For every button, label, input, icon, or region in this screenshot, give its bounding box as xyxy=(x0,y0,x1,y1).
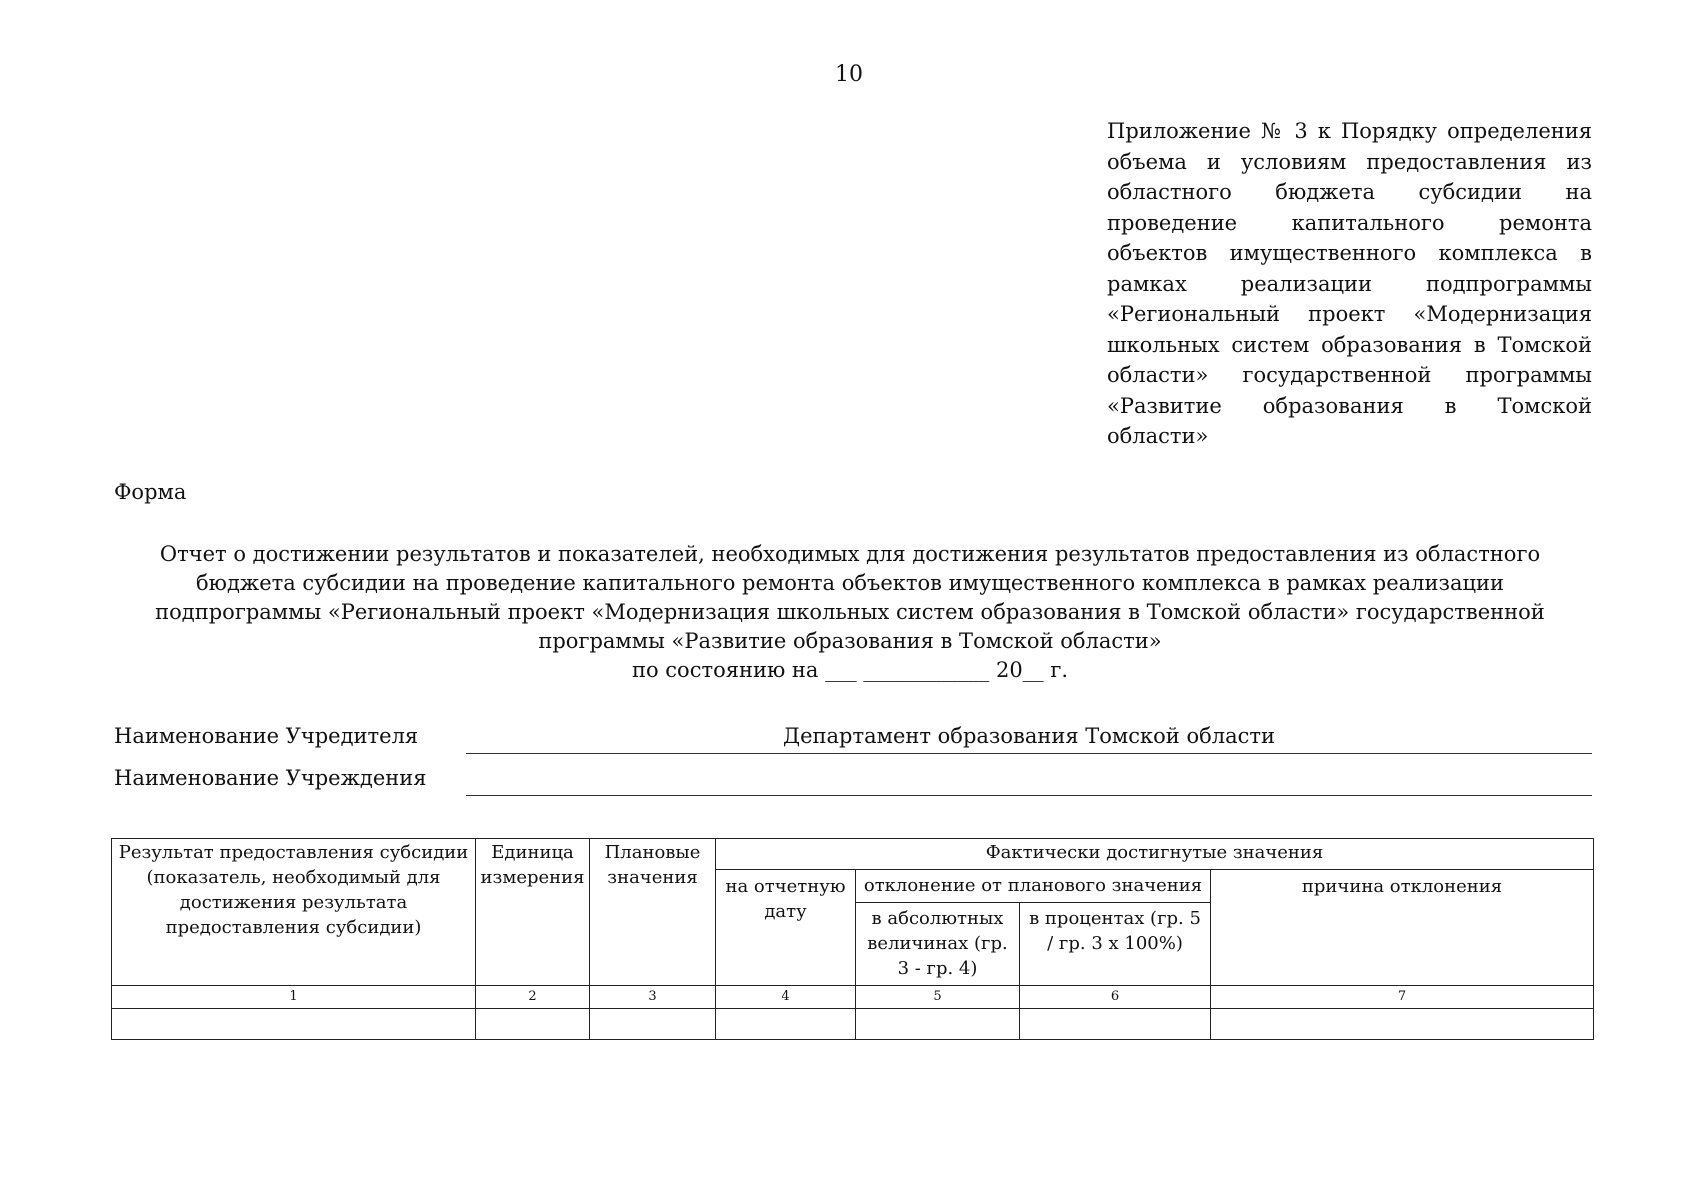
column-number: 6 xyxy=(1020,986,1211,1009)
header-actual: Фактически достигнутые значения xyxy=(716,839,1594,870)
form-label: Форма xyxy=(114,480,187,504)
founder-value[interactable]: Департамент образования Томской области xyxy=(466,720,1592,754)
header-deviation: отклонение от планового значения xyxy=(856,870,1211,903)
column-number: 7 xyxy=(1211,986,1594,1009)
header-planned: Плановые значения xyxy=(590,839,716,986)
column-number-row xyxy=(112,986,1594,1009)
table-cell[interactable] xyxy=(590,1009,716,1040)
table-cell[interactable] xyxy=(1211,1009,1594,1040)
page-number: 10 xyxy=(835,62,863,87)
table-cell[interactable] xyxy=(112,1009,476,1040)
header-absolute: в абсолютных величинах (гр. 3 - гр. 4) xyxy=(856,903,1020,986)
founder-label: Наименование Учредителя xyxy=(114,724,419,748)
table-cell[interactable] xyxy=(476,1009,590,1040)
column-number: 2 xyxy=(476,986,590,1009)
institution-value[interactable] xyxy=(466,762,1592,796)
header-on-date: на отчетную дату xyxy=(716,870,856,986)
column-number: 3 xyxy=(590,986,716,1009)
table-header-row xyxy=(112,839,1594,870)
header-unit: Единица измерения xyxy=(476,839,590,986)
institution-label: Наименование Учреждения xyxy=(114,766,427,790)
appendix-note: Приложение № 3 к Порядку определения объема и условиям предоставления из областного бюджета субсидии на проведение капитального ремонта объектов имущественного комплекса в рамках реализации подпрограммы «Региональный проект «Модернизация школьных систем образования в Томской области» государственной программы «Развитие образования в Томской области» xyxy=(1107,119,1592,448)
founder-field xyxy=(114,720,1592,754)
table-cell[interactable] xyxy=(716,1009,856,1040)
header-percent: в процентах (гр. 5 / гр. 3 х 100%) xyxy=(1020,903,1211,986)
header-result: Результат предоставления субсидии (показатель, необходимый для достижения результата предоставления субсидии) xyxy=(112,839,476,986)
table-cell[interactable] xyxy=(1020,1009,1211,1040)
table-cell[interactable] xyxy=(856,1009,1020,1040)
report-title-line: Отчет о достижении результатов и показателей, необходимых для достижения результатов предоставления из областного xyxy=(159,542,1541,566)
results-table xyxy=(111,838,1594,1040)
table-row xyxy=(112,1009,1594,1040)
report-title-line: подпрограммы «Региональный проект «Модернизация школьных систем образования в Томской области» государственной xyxy=(155,600,1545,624)
column-number: 5 xyxy=(856,986,1020,1009)
column-number: 1 xyxy=(112,986,476,1009)
institution-field xyxy=(114,762,1592,796)
column-number: 4 xyxy=(716,986,856,1009)
report-date-line: по состоянию на ___ ____________ 20__ г. xyxy=(631,658,1069,682)
report-title-line: бюджета субсидии на проведение капитального ремонта объектов имущественного комплекса в рамках реализации xyxy=(196,571,1504,595)
report-title xyxy=(130,540,1570,685)
report-title-line: программы «Развитие образования в Томской области» xyxy=(538,629,1162,653)
header-reason: причина отклонения xyxy=(1211,870,1594,986)
